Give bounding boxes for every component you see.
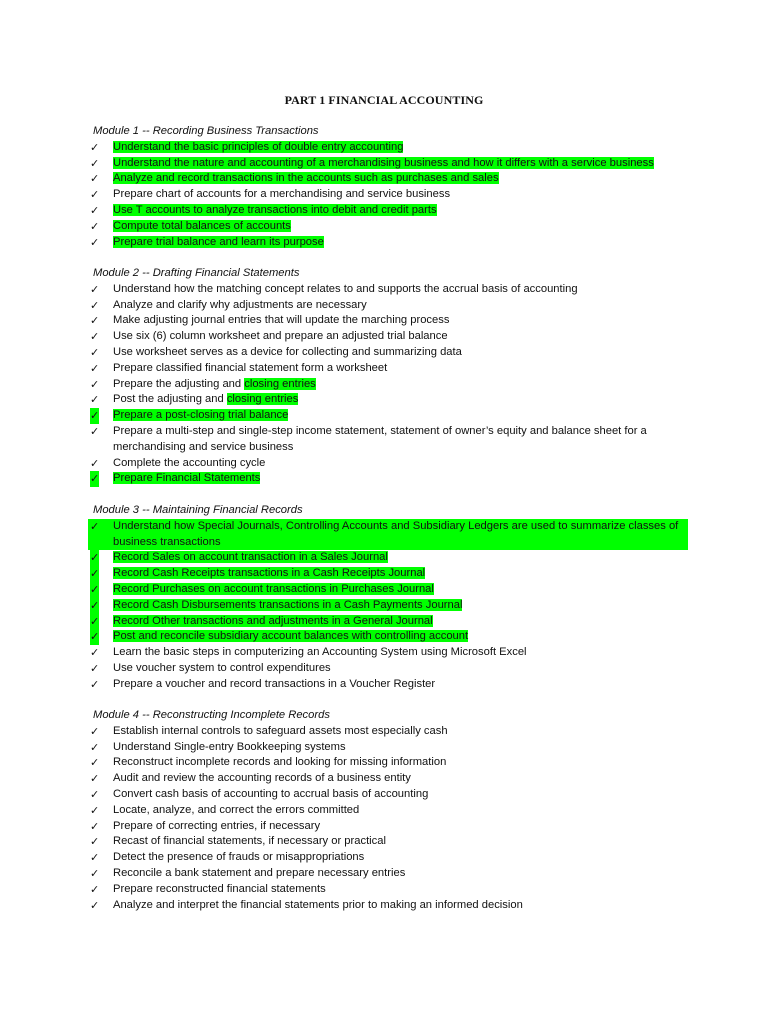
- list-item: [88, 219, 688, 235]
- checkmark-icon: ✓: [90, 819, 100, 833]
- list-item: [88, 614, 688, 630]
- item-text: Complete the accounting cycle: [113, 456, 266, 469]
- checkmark-icon: ✓: [90, 377, 100, 391]
- list-item: [88, 866, 688, 882]
- item-text: Analyze and clarify why adjustments are necessary: [113, 298, 367, 311]
- list-item: [88, 471, 688, 487]
- checkmark-icon: ✓: [90, 140, 100, 154]
- checkmark-icon: ✓: [90, 614, 100, 628]
- item-text: Prepare a multi-step and single-step income statement, statement of owner’s equity and balance sheet for a merchandising and service business: [113, 424, 647, 453]
- item-text: Recast of financial statements, if necessary or practical: [113, 835, 386, 848]
- checkmark-icon: ✓: [90, 298, 100, 312]
- list-item: [88, 519, 688, 551]
- list-item: [88, 408, 688, 424]
- item-text: Make adjusting journal entries that will update the marching process: [113, 314, 450, 327]
- list-item: [88, 456, 688, 472]
- list-item: [88, 582, 688, 598]
- list-item: [88, 898, 688, 914]
- checkmark-icon: ✓: [90, 361, 100, 375]
- item-text: Post the adjusting and: [113, 393, 227, 406]
- checkmark-icon: ✓: [90, 724, 100, 738]
- checkmark-icon: ✓: [90, 803, 100, 817]
- checkmark-icon: ✓: [90, 756, 100, 770]
- module-heading: Module 1 -- Recording Business Transactions: [93, 125, 319, 137]
- checkmark-icon: ✓: [90, 156, 100, 170]
- list-item: [88, 392, 688, 408]
- item-text: Understand how Special Journals, Controlling Accounts and Subsidiary Ledgers are used to summarize classes of business transactions: [113, 519, 679, 548]
- item-text: Analyze and record transactions in the accounts such as purchases and sales: [113, 172, 499, 185]
- module-2: [88, 266, 688, 487]
- item-text: Understand how the matching concept relates to and supports the accrual basis of accounting: [113, 282, 578, 295]
- checkmark-icon: ✓: [90, 835, 100, 849]
- list-item: [88, 377, 688, 393]
- item-text: Use worksheet serves as a device for collecting and summarizing data: [113, 345, 462, 358]
- list-item: [88, 282, 688, 298]
- checkmark-icon: ✓: [90, 235, 100, 249]
- item-text: Prepare classified financial statement form a worksheet: [113, 361, 388, 374]
- list-item: [88, 598, 688, 614]
- list-item: [88, 550, 688, 566]
- item-text: Use voucher system to control expenditures: [113, 661, 331, 674]
- list-item: [88, 787, 688, 803]
- list-item: [88, 187, 688, 203]
- list-item: [88, 834, 688, 850]
- list-item: [88, 298, 688, 314]
- list-item: [88, 755, 688, 771]
- list-item: [88, 424, 688, 456]
- list-item: [88, 171, 688, 187]
- list-item: [88, 629, 688, 645]
- list-item: [88, 677, 688, 693]
- list-item: [88, 566, 688, 582]
- checkmark-icon: ✓: [90, 393, 100, 407]
- item-text: Prepare a voucher and record transactions in a Voucher Register: [113, 677, 436, 690]
- item-text: Locate, analyze, and correct the errors committed: [113, 803, 360, 816]
- item-text: Establish internal controls to safeguard assets most especially cash: [113, 724, 448, 737]
- item-text: Prepare a post-closing trial balance: [113, 409, 289, 422]
- module-4: [88, 708, 688, 913]
- item-text: Understand the nature and accounting of a merchandising business and how it differs with a service business: [113, 156, 654, 169]
- list-item: [88, 361, 688, 377]
- module-4-list: [88, 724, 688, 914]
- list-item: [88, 724, 688, 740]
- list-item: [88, 140, 688, 156]
- list-item: [88, 203, 688, 219]
- module-3-list: [88, 519, 688, 693]
- checkmark-icon: ✓: [90, 345, 100, 359]
- checkmark-icon: ✓: [90, 330, 100, 344]
- checkmark-icon: ✓: [90, 740, 100, 754]
- list-item: [88, 345, 688, 361]
- checkmark-icon: ✓: [90, 787, 100, 801]
- checkmark-icon: ✓: [90, 219, 100, 233]
- item-text: Prepare chart of accounts for a merchandising and service business: [113, 188, 451, 201]
- checkmark-icon: ✓: [90, 472, 100, 486]
- checkmark-icon: ✓: [90, 898, 100, 912]
- checkmark-icon: ✓: [90, 188, 100, 202]
- checkmark-icon: ✓: [90, 851, 100, 865]
- checkmark-icon: ✓: [90, 203, 100, 217]
- list-item: [88, 803, 688, 819]
- item-text: Reconcile a bank statement and prepare necessary entries: [113, 866, 406, 879]
- item-text: Learn the basic steps in computerizing an Accounting System using Microsoft Excel: [113, 646, 527, 659]
- module-1: [88, 124, 688, 250]
- item-text: Analyze and interpret the financial statements prior to making an informed decision: [113, 898, 523, 911]
- item-text: Understand the basic principles of double entry accounting: [113, 140, 404, 153]
- item-text: Prepare Financial Statements: [113, 472, 261, 485]
- list-item: [88, 235, 688, 251]
- checkmark-icon: ✓: [90, 772, 100, 786]
- item-text: Convert cash basis of accounting to accrual basis of accounting: [113, 787, 429, 800]
- item-text: Use T accounts to analyze transactions into debit and credit parts: [113, 203, 437, 216]
- list-item: [88, 740, 688, 756]
- item-highlight: closing entries: [226, 393, 299, 406]
- checkmark-icon: ✓: [90, 567, 100, 581]
- checkmark-icon: ✓: [90, 866, 100, 880]
- checkmark-icon: ✓: [90, 424, 100, 438]
- item-text: Prepare trial balance and learn its purpose: [113, 235, 324, 248]
- item-text: Record Other transactions and adjustments in a General Journal: [113, 614, 433, 627]
- module-2-list: [88, 282, 688, 487]
- list-item: [88, 661, 688, 677]
- item-text: Prepare of correcting entries, if necessary: [113, 819, 321, 832]
- item-text: Record Sales on account transaction in a Sales Journal: [113, 551, 388, 564]
- item-text: Record Cash Receipts transactions in a Cash Receipts Journal: [113, 567, 426, 580]
- list-item: [88, 882, 688, 898]
- list-item: [88, 329, 688, 345]
- item-text: Use six (6) column worksheet and prepare an adjusted trial balance: [113, 330, 448, 343]
- checkmark-icon: ✓: [90, 677, 100, 691]
- list-item: [88, 850, 688, 866]
- checkmark-icon: ✓: [90, 882, 100, 896]
- checkmark-icon: ✓: [90, 630, 100, 644]
- item-text: Detect the presence of frauds or misappropriations: [113, 851, 365, 864]
- list-item: [88, 819, 688, 835]
- document-title: PART 1 FINANCIAL ACCOUNTING: [284, 93, 484, 107]
- list-item: [88, 771, 688, 787]
- item-text: Reconstruct incomplete records and looking for missing information: [113, 756, 447, 769]
- list-item: [88, 156, 688, 172]
- item-text: Prepare reconstructed financial statements: [113, 882, 326, 895]
- checkmark-icon: ✓: [90, 456, 100, 470]
- checkmark-icon: ✓: [90, 551, 100, 565]
- item-text: Understand Single-entry Bookkeeping systems: [113, 740, 346, 753]
- module-1-list: [88, 140, 688, 251]
- module-3: [88, 503, 688, 693]
- checkmark-icon: ✓: [90, 282, 100, 296]
- module-heading: Module 2 -- Drafting Financial Statements: [93, 267, 300, 279]
- module-heading: Module 4 -- Reconstructing Incomplete Records: [93, 709, 330, 721]
- item-text: Audit and review the accounting records of a business entity: [113, 772, 411, 785]
- item-text: Post and reconcile subsidiary account balances with controlling account: [113, 630, 469, 643]
- checkmark-icon: ✓: [90, 646, 100, 660]
- checkmark-icon: ✓: [90, 661, 100, 675]
- checkmark-icon: ✓: [90, 314, 100, 328]
- list-item: [88, 313, 688, 329]
- checkmark-icon: ✓: [90, 519, 100, 533]
- item-text: Record Purchases on account transactions in Purchases Journal: [113, 582, 434, 595]
- checkmark-icon: ✓: [90, 582, 100, 596]
- item-highlight: closing entries: [244, 377, 316, 390]
- checkmark-icon: ✓: [90, 409, 100, 423]
- item-text: Compute total balances of accounts: [113, 219, 291, 232]
- list-item: [88, 645, 688, 661]
- module-heading: Module 3 -- Maintaining Financial Records: [93, 504, 303, 516]
- checkmark-icon: ✓: [90, 172, 100, 186]
- item-text: Record Cash Disbursements transactions in a Cash Payments Journal: [113, 598, 463, 611]
- item-text: Prepare the adjusting and: [113, 377, 245, 390]
- checkmark-icon: ✓: [90, 598, 100, 612]
